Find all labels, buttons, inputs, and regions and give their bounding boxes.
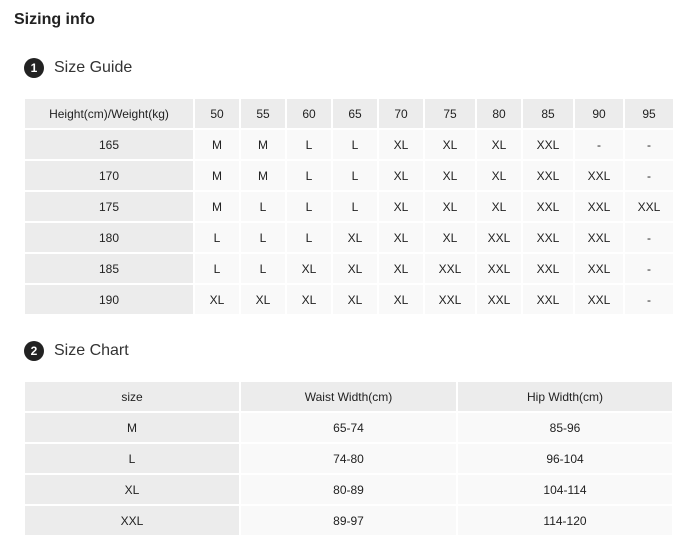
weight-header: 50 <box>195 99 239 128</box>
size-cell: - <box>625 161 673 190</box>
size-cell: XXL <box>575 192 623 221</box>
weight-header: 70 <box>379 99 423 128</box>
measurement-cell: 65-74 <box>241 413 456 442</box>
weight-header: 95 <box>625 99 673 128</box>
size-cell: M <box>241 161 285 190</box>
size-label-cell: XL <box>25 475 239 504</box>
size-cell: XXL <box>477 254 521 283</box>
section-size-guide-heading <box>24 57 132 79</box>
size-cell: XXL <box>575 161 623 190</box>
size-cell: L <box>333 192 377 221</box>
size-label-cell: XXL <box>25 506 239 535</box>
measurement-cell: 96-104 <box>458 444 672 473</box>
size-cell: XXL <box>625 192 673 221</box>
size-cell: XL <box>333 285 377 314</box>
number-one-icon: 1 <box>24 58 44 78</box>
size-cell: XL <box>379 254 423 283</box>
size-chart-table <box>23 380 674 537</box>
size-cell: XL <box>379 130 423 159</box>
weight-header: 65 <box>333 99 377 128</box>
height-cell: 175 <box>25 192 193 221</box>
size-cell: XL <box>425 192 475 221</box>
size-cell: XXL <box>523 192 573 221</box>
size-cell: XXL <box>575 254 623 283</box>
chart-column-header: Hip Width(cm) <box>458 382 672 411</box>
size-cell: - <box>625 130 673 159</box>
size-cell: - <box>575 130 623 159</box>
size-cell: XL <box>379 192 423 221</box>
table-row <box>25 254 673 283</box>
guide-corner-header: Height(cm)/Weight(kg) <box>25 99 193 128</box>
table-row <box>25 444 672 473</box>
size-cell: XXL <box>425 285 475 314</box>
size-cell: L <box>287 223 331 252</box>
size-cell: M <box>195 192 239 221</box>
table-row <box>25 506 672 535</box>
weight-header: 85 <box>523 99 573 128</box>
weight-header: 80 <box>477 99 521 128</box>
size-cell: XL <box>425 130 475 159</box>
size-cell: XXL <box>523 161 573 190</box>
weight-header: 60 <box>287 99 331 128</box>
weight-header: 90 <box>575 99 623 128</box>
table-row <box>25 475 672 504</box>
size-cell: XL <box>379 223 423 252</box>
page-title: Sizing info <box>14 11 95 28</box>
size-cell: M <box>241 130 285 159</box>
weight-header: 75 <box>425 99 475 128</box>
number-two-icon: 2 <box>24 341 44 361</box>
height-cell: 185 <box>25 254 193 283</box>
size-cell: L <box>241 254 285 283</box>
height-cell: 180 <box>25 223 193 252</box>
size-cell: XL <box>333 254 377 283</box>
size-cell: - <box>625 254 673 283</box>
section-size-chart-heading <box>24 340 129 362</box>
measurement-cell: 74-80 <box>241 444 456 473</box>
height-cell: 190 <box>25 285 193 314</box>
size-cell: XL <box>287 285 331 314</box>
size-cell: L <box>287 130 331 159</box>
table-row <box>25 192 673 221</box>
chart-column-header: Waist Width(cm) <box>241 382 456 411</box>
size-cell: XXL <box>523 254 573 283</box>
table-row <box>25 285 673 314</box>
size-cell: L <box>195 254 239 283</box>
height-cell: 170 <box>25 161 193 190</box>
chart-column-header: size <box>25 382 239 411</box>
table-row <box>25 130 673 159</box>
section-label: Size Guide <box>54 59 133 76</box>
size-cell: XXL <box>523 130 573 159</box>
size-cell: XXL <box>523 285 573 314</box>
size-cell: XXL <box>477 285 521 314</box>
size-cell: L <box>241 192 285 221</box>
section-label: Size Chart <box>54 342 129 359</box>
size-cell: XL <box>195 285 239 314</box>
size-cell: XL <box>333 223 377 252</box>
size-label-cell: L <box>25 444 239 473</box>
size-cell: XL <box>477 130 521 159</box>
measurement-cell: 104-114 <box>458 475 672 504</box>
table-row <box>25 413 672 442</box>
measurement-cell: 85-96 <box>458 413 672 442</box>
size-cell: M <box>195 161 239 190</box>
size-cell: XL <box>425 223 475 252</box>
height-cell: 165 <box>25 130 193 159</box>
size-cell: XL <box>379 285 423 314</box>
measurement-cell: 89-97 <box>241 506 456 535</box>
size-cell: - <box>625 223 673 252</box>
size-cell: XXL <box>575 223 623 252</box>
size-cell: L <box>195 223 239 252</box>
weight-header: 55 <box>241 99 285 128</box>
size-cell: XXL <box>425 254 475 283</box>
size-cell: M <box>195 130 239 159</box>
size-cell: XL <box>477 192 521 221</box>
size-cell: L <box>287 161 331 190</box>
size-cell: XXL <box>575 285 623 314</box>
size-cell: L <box>241 223 285 252</box>
size-cell: L <box>287 192 331 221</box>
size-cell: XL <box>241 285 285 314</box>
table-row <box>25 161 673 190</box>
size-cell: XL <box>379 161 423 190</box>
table-row <box>25 223 673 252</box>
size-label-cell: M <box>25 413 239 442</box>
measurement-cell: 114-120 <box>458 506 672 535</box>
size-cell: - <box>625 285 673 314</box>
chart-header-row <box>25 382 672 411</box>
size-cell: XXL <box>523 223 573 252</box>
size-cell: L <box>333 130 377 159</box>
size-cell: XL <box>425 161 475 190</box>
guide-header-row <box>25 99 673 128</box>
measurement-cell: 80-89 <box>241 475 456 504</box>
size-cell: XL <box>287 254 331 283</box>
size-cell: XXL <box>477 223 521 252</box>
size-cell: L <box>333 161 377 190</box>
size-cell: XL <box>477 161 521 190</box>
size-guide-table <box>23 97 675 316</box>
